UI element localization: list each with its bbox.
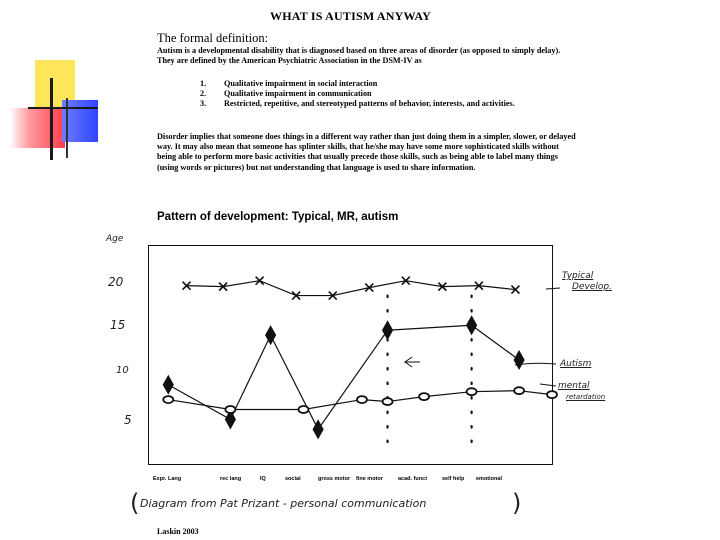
x-tick-label: gross motor — [318, 476, 351, 482]
chart-title: Pattern of development: Typical, MR, autism — [157, 211, 399, 223]
criteria-text: Qualitative impairment in communication — [224, 89, 372, 98]
disorder-paragraph: Disorder implies that someone does things in a different way rather than just doing them in a simpler, slower, or delayed way. It may also mean that someone has splinter skills, that he/she may have some more sophisticated skills without being able to perform more basic activities that usually precede those skills, such as being able to label many things (using words or pictures) but not understanding that language is used to share information. — [157, 132, 576, 172]
autism-point — [514, 351, 524, 369]
criteria-text: Restricted, repetitive, and stereotyped patterns of behavior, interests, and activities. — [224, 99, 515, 108]
criteria-text: Qualitative impairment in social interaction — [224, 79, 378, 88]
series-line-diamond — [168, 325, 519, 429]
mr-point — [514, 387, 524, 394]
note-close-paren: ) — [512, 489, 522, 517]
autism-point — [467, 316, 477, 334]
criteria-number: 3. — [200, 99, 207, 108]
x-tick-label: social — [285, 476, 301, 482]
mr-point — [357, 396, 367, 403]
criteria-number: 2. — [200, 89, 207, 98]
mr-point — [225, 406, 235, 413]
y-tick-label: 15 — [110, 318, 126, 332]
autism-pointer-arrow — [405, 357, 420, 367]
page-heading: WHAT IS AUTISM ANYWAY — [270, 9, 432, 23]
legend-autism: Autism — [560, 359, 592, 369]
mr-point — [547, 391, 557, 398]
legend-typical-line2: Develop. — [572, 282, 612, 292]
criteria-number: 1. — [200, 79, 207, 88]
x-tick-label: IQ — [260, 476, 266, 482]
mr-point — [383, 398, 393, 405]
legend-arrow-typical — [546, 288, 560, 289]
mr-point — [419, 393, 429, 400]
x-tick-label: rec lang — [220, 476, 242, 482]
mr-point — [298, 406, 308, 413]
legend-mental: mental — [558, 381, 590, 391]
y-tick-label: 10 — [116, 365, 129, 376]
y-tick-label: 20 — [108, 275, 124, 289]
definition-title: The formal definition: — [157, 31, 269, 45]
definition-paragraph: Autism is a developmental disability that is diagnosed based on three areas of disorder (as opposed to simply delay). They are defined by the American Psychiatric Association in the DSM-IV as — [157, 46, 561, 66]
y-axis-label: Age — [106, 234, 124, 244]
y-tick-label: 5 — [124, 413, 132, 427]
x-tick-label: self help — [442, 476, 465, 482]
x-tick-label: acad. funct — [398, 476, 428, 482]
note-open-paren: ( — [130, 489, 140, 517]
mr-point — [163, 396, 173, 403]
source-note: Diagram from Pat Prizant - personal communication — [140, 497, 427, 510]
legend-retardation: retardation — [566, 393, 606, 401]
legend-arrow-mr — [540, 384, 556, 386]
legend-typical: Typical — [562, 271, 594, 281]
x-tick-label: fine motor — [356, 476, 383, 482]
x-tick-label: Expr. Lang — [153, 476, 182, 482]
autism-point — [163, 376, 173, 394]
autism-point — [383, 321, 393, 339]
x-tick-label: emotional — [476, 476, 502, 482]
mr-point — [467, 388, 477, 395]
author-credit: Laskin 2003 — [157, 527, 199, 536]
series-line-x — [187, 281, 516, 296]
